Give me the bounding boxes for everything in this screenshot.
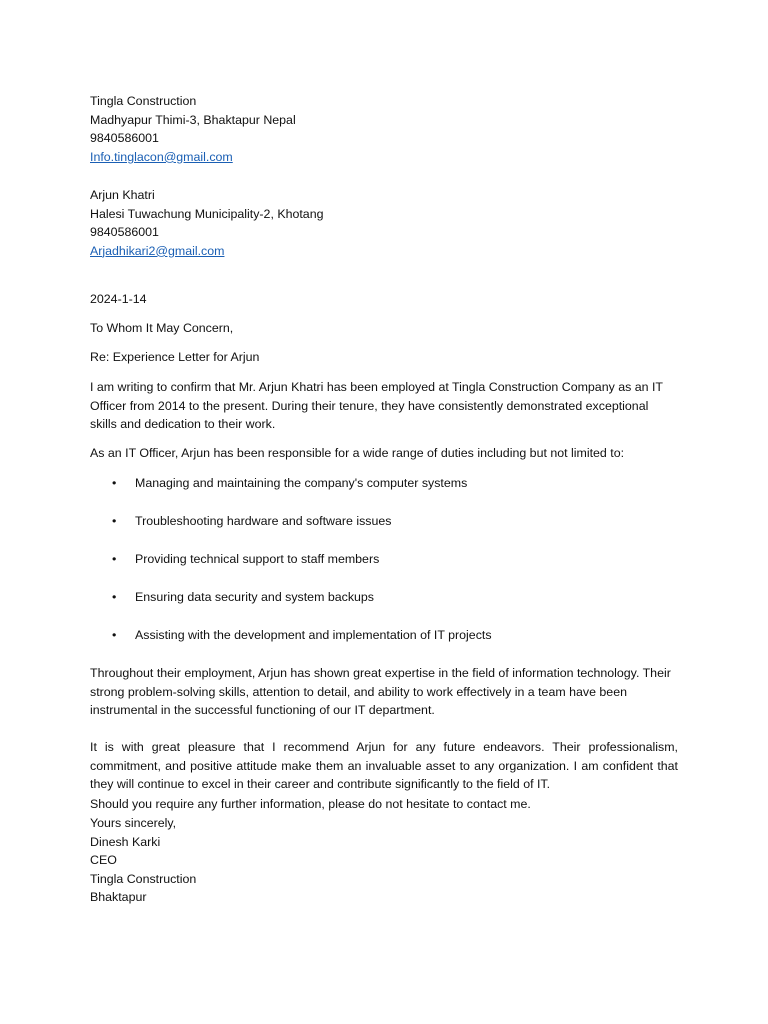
list-item bbox=[90, 512, 678, 531]
bullet-icon: • bbox=[112, 552, 117, 567]
paragraph-confirmation: I am writing to confirm that Mr. Arjun Khatri has been employed at Tingla Construction Company as an IT Officer from 2014 to the present. During their tenure, they have consistently demonstrated exceptional skills and dedication to their work. bbox=[90, 380, 663, 432]
recipient-address: Halesi Tuwachung Municipality-2, Khotang bbox=[90, 206, 324, 221]
sender-email-link[interactable]: Info.tinglacon@gmail.com bbox=[90, 149, 233, 164]
signer-title: CEO bbox=[90, 853, 117, 868]
paragraph-contact: Should you require any further information, please do not hesitate to contact me. bbox=[90, 797, 531, 811]
salutation: To Whom It May Concern, bbox=[90, 321, 234, 335]
bullet-icon: • bbox=[112, 476, 117, 490]
duty-text: Ensuring data security and system backups bbox=[135, 590, 374, 605]
bullet-icon: • bbox=[112, 628, 117, 643]
list-item bbox=[90, 550, 678, 569]
closing-block bbox=[90, 814, 196, 907]
sender-phone: 9840586001 bbox=[90, 131, 159, 146]
list-item bbox=[90, 588, 678, 607]
signer-name: Dinesh Karki bbox=[90, 834, 161, 849]
paragraph-duties-intro: As an IT Officer, Arjun has been responsible for a wide range of duties including but not limited to: bbox=[90, 446, 625, 460]
duty-text: Managing and maintaining the company's computer systems bbox=[135, 476, 468, 490]
recipient-name: Arjun Khatri bbox=[90, 188, 155, 202]
bullet-icon: • bbox=[112, 590, 117, 605]
list-item bbox=[90, 626, 678, 645]
valediction: Yours sincerely, bbox=[90, 816, 177, 830]
recipient-block bbox=[90, 186, 324, 260]
signer-company: Tingla Construction bbox=[90, 871, 197, 886]
sender-block bbox=[90, 92, 296, 166]
subject-line: Re: Experience Letter for Arjun bbox=[90, 350, 260, 364]
duty-text: Assisting with the development and implementation of IT projects bbox=[135, 628, 492, 643]
bullet-icon: • bbox=[112, 514, 117, 529]
sender-company: Tingla Construction bbox=[90, 94, 197, 108]
sender-address: Madhyapur Thimi-3, Bhaktapur Nepal bbox=[90, 112, 296, 127]
letter-date: 2024-1-14 bbox=[90, 292, 147, 306]
duty-text: Providing technical support to staff members bbox=[135, 552, 380, 567]
duties-list bbox=[90, 474, 678, 645]
paragraph-recommendation: It is with great pleasure that I recommend Arjun for any future endeavors. Their professionalism, commitment, and positive attitude make them an invaluable asset to any organization. I am confident that they will continue to excel in their career and contribute significantly to the field of IT. bbox=[90, 740, 678, 792]
paragraph-expertise: Throughout their employment, Arjun has shown great expertise in the field of information technology. Their strong problem-solving skills, attention to detail, and ability to work effectively in a team have been instrumental in the successful functioning of our IT department. bbox=[90, 666, 671, 718]
recipient-phone: 9840586001 bbox=[90, 225, 159, 240]
duty-text: Troubleshooting hardware and software issues bbox=[135, 514, 392, 529]
list-item bbox=[90, 474, 678, 493]
signer-city: Bhaktapur bbox=[90, 890, 147, 905]
recipient-email-link[interactable]: Arjadhikari2@gmail.com bbox=[90, 243, 225, 258]
